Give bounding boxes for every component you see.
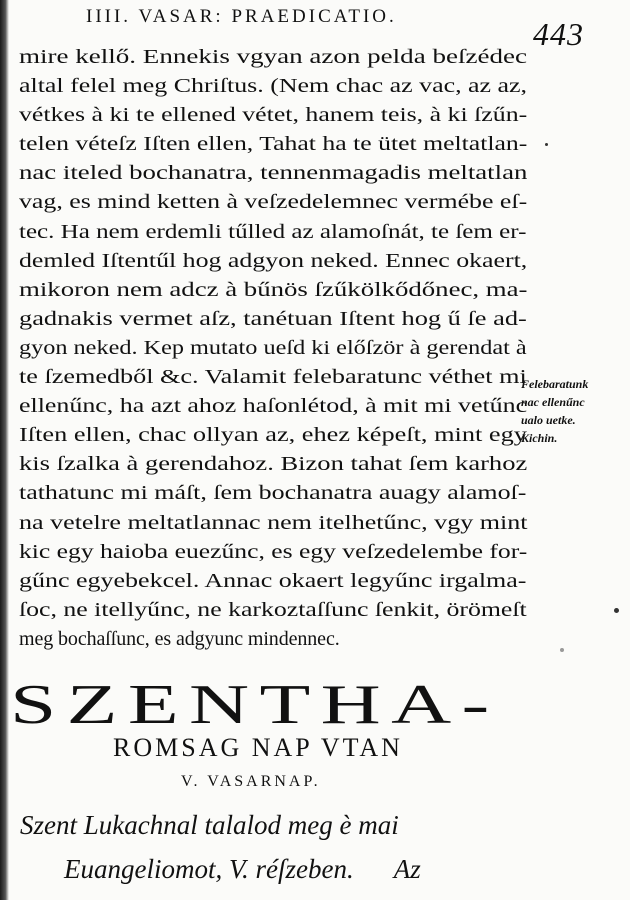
text-line: nac iteled bochanatra, tennenmagadis meltatlan	[19, 162, 528, 185]
gospel-intro-line: Szent Lukachnal talalod meg è mai	[20, 810, 399, 840]
gospel-intro-line	[20, 847, 520, 891]
catchword: Az	[393, 854, 421, 884]
marginal-note-line: Kichin.	[521, 431, 558, 445]
text-line: altal felel meg Chriſtus. (Nem chac az vac, az az,	[19, 75, 528, 98]
text-line: te ſzemedből &c. Valamit felebaratunc véthet mi	[19, 366, 527, 389]
gospel-intro	[20, 803, 520, 891]
text-line: na vetelre meltatlannac nem itelhetűnc, vgy mint	[19, 511, 528, 534]
text-line: kis ſzalka à gerendahoz. Bizon tahat ſem karhoz	[19, 453, 528, 476]
text-line: gyon neked. Kep mutato ueſd ki előſzör à gerendat à	[19, 336, 527, 359]
text-line: mire kellő. Ennekis vgyan azon pelda beſzédec	[19, 46, 527, 68]
section-title: SZENTHA-	[10, 674, 500, 736]
section-subtitle-sunday: V. VASARNAP.	[181, 773, 321, 790]
text-line: ellenűnc, ha azt ahoz haſonlétod, à mit mi vetűnc	[19, 395, 528, 418]
body-text	[19, 43, 527, 654]
text-line: mikoron nem adcz à bűnös ſzűkölkődőnec, ma-	[19, 278, 528, 301]
text-line: vag, es mind ketten à veſzedelemnec vermébe eſ-	[19, 191, 528, 214]
text-line: ſoc, ne itellyűnc, ne karkoztaſſunc ſenkit, örömeſt	[19, 598, 527, 621]
text-line: gűnc egyebekcel. Annac okaert legyűnc irgalma-	[19, 569, 527, 592]
ink-speck	[614, 608, 619, 613]
text-line: telen véteſz Iſten ellen, Tahat ha te ütet meltatlan-	[19, 133, 528, 156]
text-line: Iſten ellen, chac ollyan az, ehez képeſt, mint egy	[19, 424, 527, 447]
text-line: kic egy haioba euezűnc, es egy veſzedelembe for-	[19, 540, 528, 563]
marginal-note-line: ualo uetke.	[521, 413, 576, 427]
text-line: tathatunc mi máſt, ſem bochanatra auagy alamoſ-	[19, 482, 527, 505]
ink-speck	[545, 143, 548, 146]
page-number: 443	[533, 16, 584, 52]
text-line: meg bochaſſunc, es adgyunc mindennec.	[19, 627, 340, 650]
binding-gutter	[0, 0, 9, 900]
running-title: IIII. VASAR: PRAEDICATIO.	[86, 6, 397, 27]
gospel-intro-text: Euangeliomot, V. réſzeben.	[64, 854, 354, 884]
text-line: demled Iſtentűl hog adgyon neked. Ennec okaert,	[19, 249, 528, 272]
text-line: gadnakis vermet aſz, tanétuan Iſtent hog ű ſe ad-	[19, 307, 527, 330]
section-subtitle: ROMSAG NAP VTAN	[113, 733, 403, 762]
text-line: vétkes à ki te ellened vétet, hanem teis, à ki ſzűn-	[19, 104, 528, 127]
marginal-note	[521, 375, 629, 447]
marginal-note-line: nac ellenűnc	[521, 395, 585, 409]
text-line: tec. Ha nem erdemli tűlled az alamoſnát, te ſem er-	[19, 220, 527, 243]
ink-speck	[560, 648, 564, 652]
marginal-note-line: Felebaratunk	[521, 377, 589, 391]
